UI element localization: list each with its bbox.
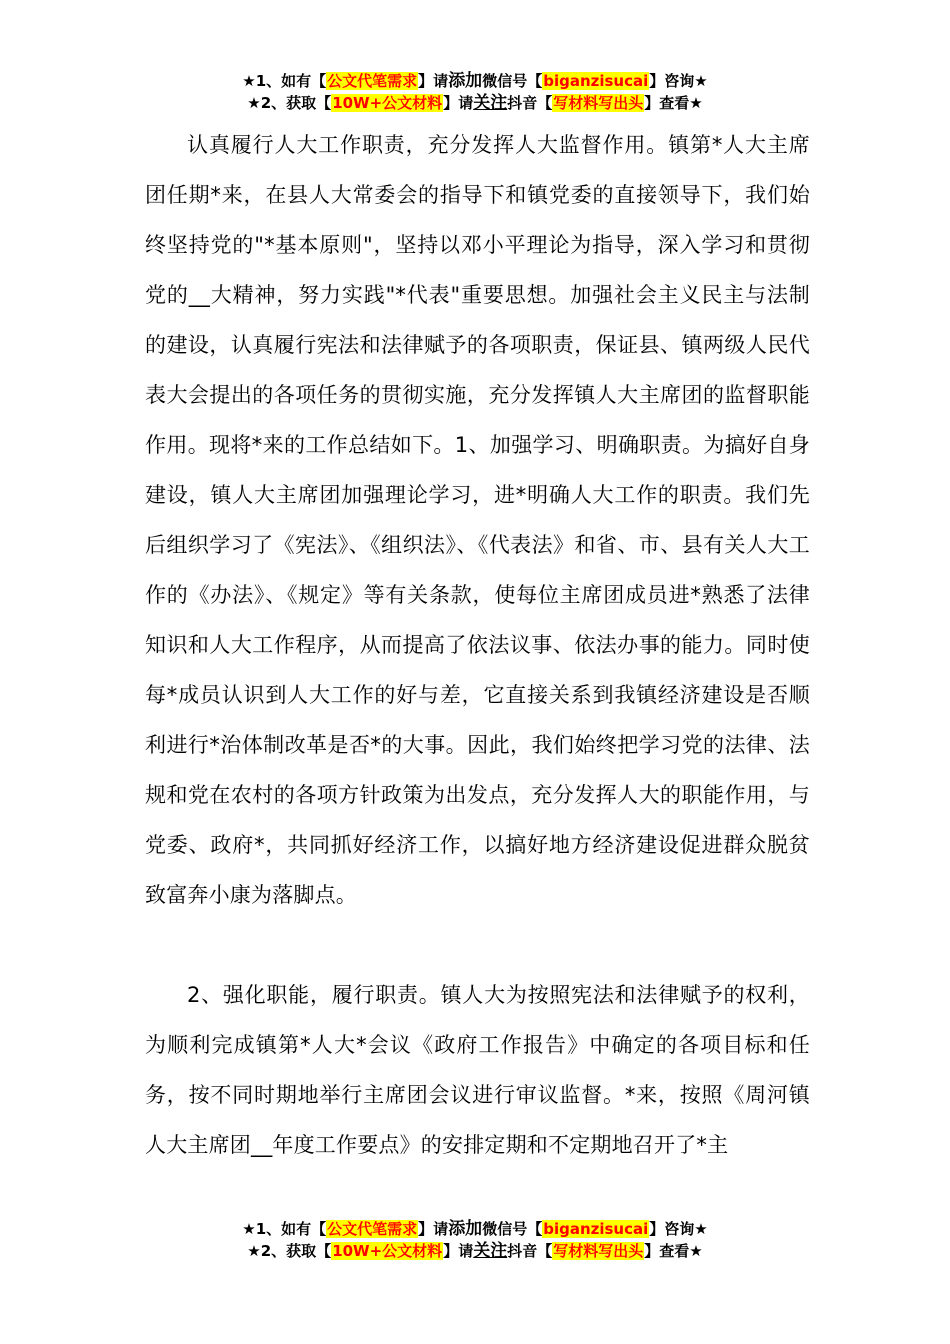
banner-text: ★1、如有【 [242,72,327,90]
banner-line-2 [0,1240,950,1262]
banner-text: 】请 [418,1220,449,1238]
banner-text: 微信号【 [482,72,543,90]
banner-line-2 [0,92,950,114]
banner-text: ★1、如有【 [242,1220,327,1238]
banner-text: 】咨询★ [649,72,708,90]
banner-text: 】查看★ [644,94,703,112]
paragraph-2: 2、强化职能，履行职责。镇人大为按照宪法和法律赋予的权利，为顺利完成镇第*人大*会议《政府工作报告》中确定的各项目标和任务，按不同时期地举行主席团会议进行审议监督。*来，按照《周河镇人大主席团__年度工作要点》的安排定期和不定期地召开了*主 [145,983,810,1157]
banner-highlight-douyin-id: 写材料写出头 [553,1242,644,1260]
banner-highlight-wechat-id: biganzisucai [543,72,649,90]
banner-highlight: 10W+公文材料 [332,94,443,112]
banner-text: 】查看★ [644,1242,703,1260]
banner-highlight: 公文代笔需求 [327,72,418,90]
banner-emphasis: 添加 [448,1219,483,1239]
banner-emphasis: 添加 [448,71,483,91]
banner-text: ★2、获取【 [247,1242,332,1260]
banner-text: 微信号【 [482,1220,543,1238]
banner-text: 抖音【 [507,1242,553,1260]
banner-highlight-wechat-id: biganzisucai [543,1220,649,1238]
banner-text: 抖音【 [507,94,553,112]
banner-emphasis: 关注 [473,93,508,113]
banner-highlight-douyin-id: 写材料写出头 [553,94,644,112]
banner-text: ★2、获取【 [247,94,332,112]
banner-highlight: 公文代笔需求 [327,1220,418,1238]
banner-text: 】请 [443,1242,474,1260]
banner-line-1 [0,70,950,92]
banner-highlight: 10W+公文材料 [332,1242,443,1260]
header-banner [0,70,950,114]
banner-line-1 [0,1218,950,1240]
banner-text: 】请 [418,72,449,90]
banner-text: 】请 [443,94,474,112]
banner-text: 】咨询★ [649,1220,708,1238]
footer-banner [0,1218,950,1262]
paragraph-1: 认真履行人大工作职责，充分发挥人大监督作用。镇第*人大主席团任期*来，在县人大常委会的指导下和镇党委的直接领导下，我们始终坚持党的"*基本原则"，坚持以邓小平理论为指导，深入学习和贯彻党的__大精神，努力实践"*代表"重要思想。加强社会主义民主与法制的建设，认真履行宪法和法律赋予的各项职责，保证县、镇两级人民代表大会提出的各项任务的贯彻实施，充分发挥镇人大主席团的监督职能作用。现将*来的工作总结如下。1、加强学习、明确职责。为搞好自身建设，镇人大主席团加强理论学习，进*明确人大工作的职责。我们先后组织学习了《宪法》、《组织法》、《代表法》和省、市、县有关人大工作的《办法》、《规定》等有关条款，使每位主席团成员进*熟悉了法律知识和人大工作程序，从而提高了依法议事、依法办事的能力。同时使每*成员认识到人大工作的好与差，它直接关系到我镇经济建设是否顺利进行*治体制改革是否*的大事。因此，我们始终把学习党的法律、法规和党在农村的各项方针政策为出发点，充分发挥人大的职能作用，与党委、政府*，共同抓好经济工作，以搞好地方经济建设促进群众脱贫致富奔小康为落脚点。 [145,133,810,907]
banner-emphasis: 关注 [473,1241,508,1261]
document-body [145,120,810,1170]
